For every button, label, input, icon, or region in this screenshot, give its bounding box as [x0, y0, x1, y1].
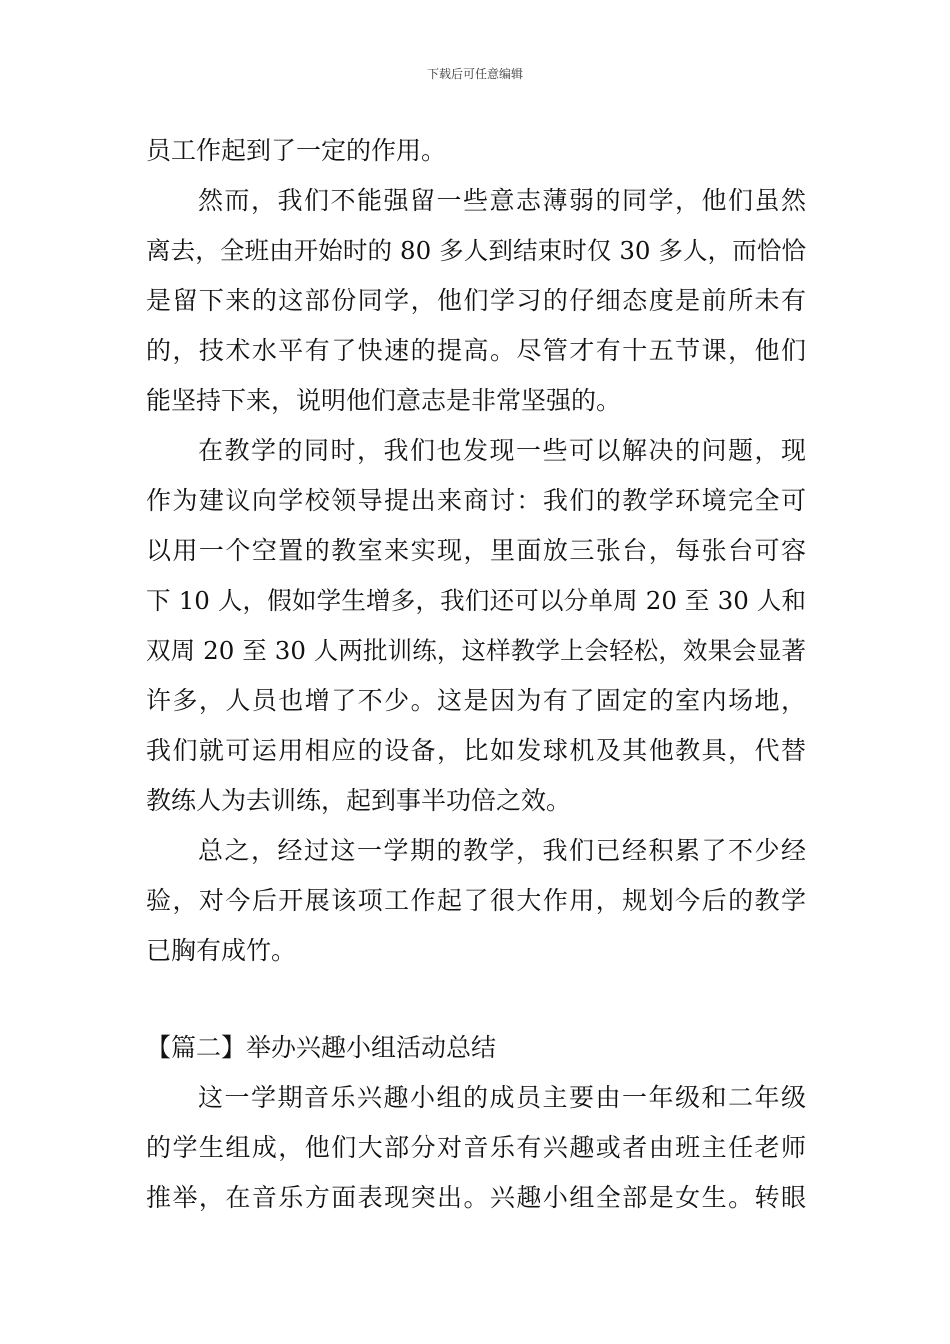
text-line: 推举，在音乐方面表现突出。兴趣小组全部是女生。转眼 — [146, 1183, 806, 1212]
text-line: 以用一个空置的教室来实现，里面放三张台，每张台可容 — [146, 536, 806, 565]
text-line: 在教学的同时，我们也发现一些可以解决的问题，现 — [198, 436, 806, 465]
text-line: 这一学期音乐兴趣小组的成员主要由一年级和二年级 — [198, 1083, 806, 1112]
text-line: 验，对今后开展该项工作起了很大作用，规划今后的教学 — [146, 886, 806, 915]
text-line: 的，技术水平有了快速的提高。尽管才有十五节课，他们 — [146, 336, 806, 365]
text-line: 能坚持下来，说明他们意志是非常坚强的。 — [146, 386, 622, 415]
text-line: 我们就可运用相应的设备，比如发球机及其他教具，代替 — [146, 736, 806, 765]
text-line: 教练人为去训练，起到事半功倍之效。 — [146, 786, 572, 815]
text-line: 已胸有成竹。 — [146, 936, 297, 965]
text-line: 离去，全班由开始时的 80 多人到结束时仅 30 多人，而恰恰 — [146, 236, 806, 265]
text-line: 作为建议向学校领导提出来商讨：我们的教学环境完全可 — [146, 486, 806, 515]
text-line: 然而，我们不能强留一些意志薄弱的同学，他们虽然 — [198, 186, 806, 215]
text-line: 双周 20 至 30 人两批训练，这样教学上会轻松，效果会显著 — [146, 636, 806, 665]
text-line: 总之，经过这一学期的教学，我们已经积累了不少经 — [198, 836, 806, 865]
text-line: 许多，人员也增了不少。这是因为有了固定的室内场地， — [146, 686, 806, 715]
text-line: 员工作起到了一定的作用。 — [146, 136, 447, 165]
section-heading: 【篇二】举办兴趣小组活动总结 — [146, 1033, 497, 1062]
page-header: 下载后可任意编辑 — [426, 67, 523, 81]
text-line: 的学生组成，他们大部分对音乐有兴趣或者由班主任老师 — [146, 1133, 806, 1162]
text-line: 是留下来的这部份同学，他们学习的仔细态度是前所未有 — [146, 286, 806, 315]
text-line: 下 10 人，假如学生增多，我们还可以分单周 20 至 30 人和 — [146, 586, 806, 615]
